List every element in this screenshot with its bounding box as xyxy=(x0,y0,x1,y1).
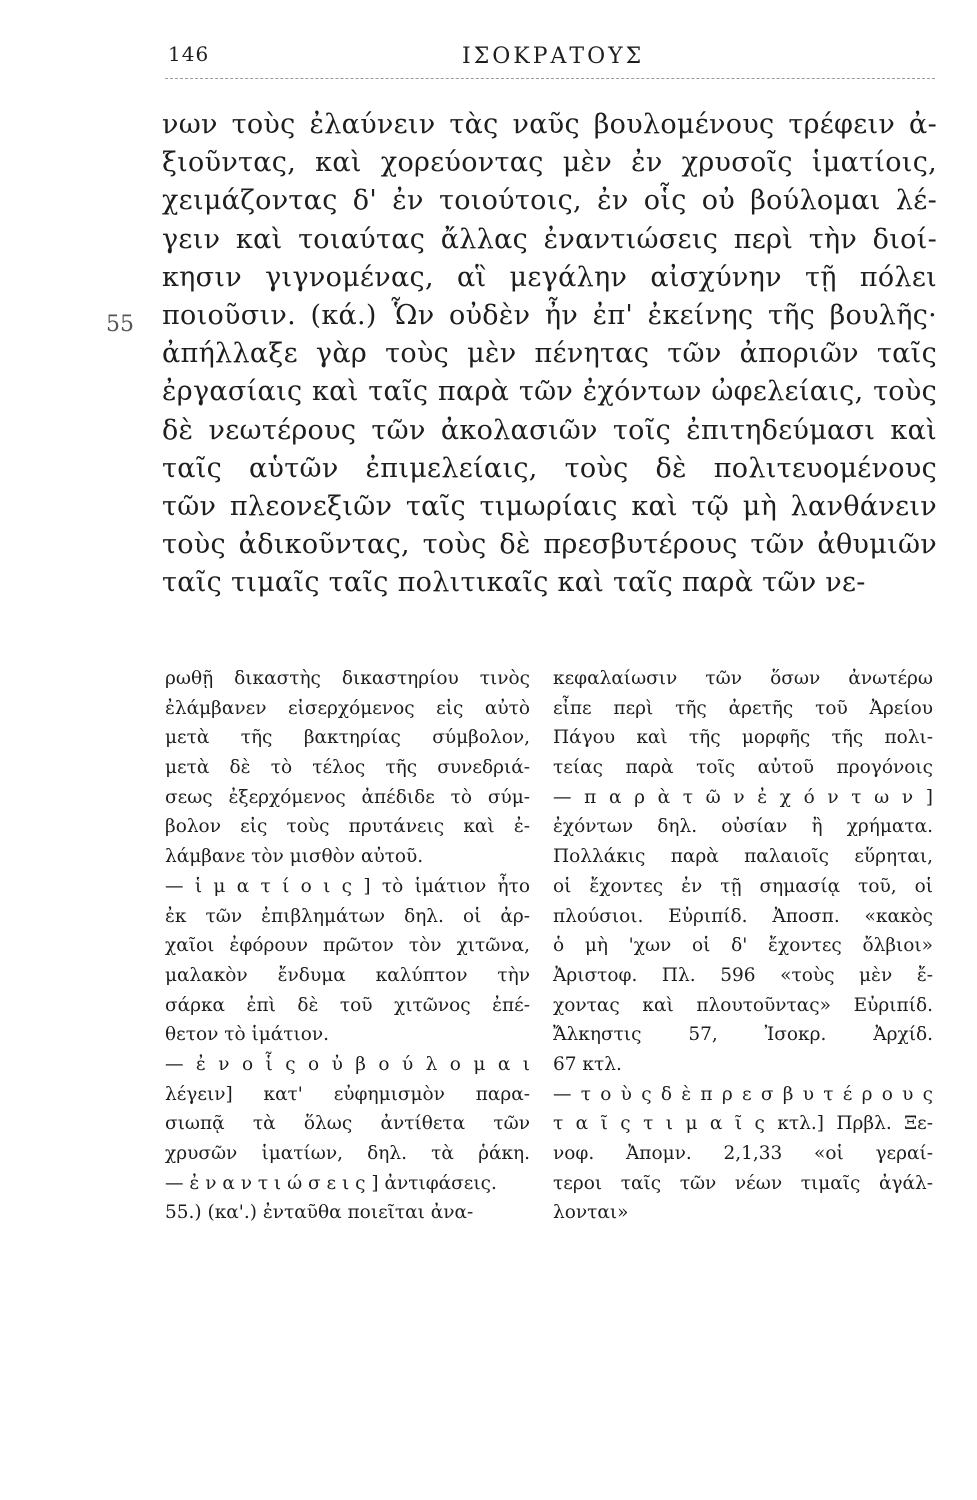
footnote-line: θετον τὸ ἱμάτιον. xyxy=(165,1024,329,1046)
footnote-line: τεροι ταῖς τῶν νέων τιμαῖς ἀγάλ- xyxy=(553,1172,933,1194)
footnote-line: τ α ῖ ς τ ι μ α ῖ ς κτλ.] Πρβλ. Ξε- xyxy=(553,1113,933,1135)
main-text-line: ταῖς τιμαῖς ταῖς πολιτικαῖς καὶ ταῖς παρὰ τῶν νε- xyxy=(162,567,866,599)
main-text-line: χειμάζοντας δ' ἐν τοιούτοις, ἐν οἷς οὐ βούλομαι λέ- xyxy=(162,185,937,217)
main-text-line: ποιοῦσιν. (κά.) Ὧν οὐδὲν ἦν ἐπ' ἐκείνης τῆς βουλῆς· xyxy=(162,299,937,331)
footnote-line: λονται» xyxy=(553,1202,629,1224)
footnote-line: σάρκα ἐπὶ δὲ τοῦ χιτῶνος ἐπέ- xyxy=(165,994,530,1016)
main-text-line: τῶν πλεονεξιῶν ταῖς τιμωρίαις καὶ τῷ μὴ λανθάνειν xyxy=(162,490,937,522)
main-text-line: ἀπήλλαξε γὰρ τοὺς μὲν πένητας τῶν ἀποριῶν ταῖς xyxy=(162,338,937,370)
footnote-line: μετὰ τῆς βακτηρίας σύμβολον, xyxy=(165,727,530,749)
footnote-line: — ἐ ν α ν τ ι ώ σ ε ι ς ] ἀντιφάσεις. xyxy=(165,1172,497,1194)
footnote-line: πλούσιοι. Εὐριπίδ. Ἀποσπ. «κακὸς xyxy=(553,905,933,927)
footnote-line: χαῖοι ἐφόρουν πρῶτον τὸν χιτῶνα, xyxy=(165,935,530,957)
footnote-line: Ἄλκηστις 57, Ἰσοκρ. Ἀρχίδ. xyxy=(553,1024,933,1046)
footnote-line: 67 κτλ. xyxy=(553,1053,622,1075)
footnote-line: λάμβανε τὸν μισθὸν αὐτοῦ. xyxy=(165,846,424,868)
footnote-line: — ἐ ν ο ἷ ς ο ὐ β ο ύ λ ο μ α ι xyxy=(165,1053,530,1075)
footnotes-left-column xyxy=(165,664,530,1228)
footnote-line: σιωπᾷ τὰ ὅλως ἀντίθετα τῶν xyxy=(165,1113,530,1135)
footnote-line: Πάγου καὶ τῆς μορφῆς τῆς πολι- xyxy=(553,727,933,749)
footnote-line: μαλακὸν ἔνδυμα καλύπτον τὴν xyxy=(165,964,530,986)
main-text-line: δὲ νεωτέρους τῶν ἀκολασιῶν τοῖς ἐπιτηδεύμασι καὶ xyxy=(162,414,937,446)
footnote-line: λέγειν] κατ' εὐφημισμὸν παρα- xyxy=(165,1083,530,1105)
header-rule xyxy=(165,78,935,79)
footnote-line: βολον εἰς τοὺς πρυτάνεις καὶ ἐ- xyxy=(165,816,530,838)
main-text-line: ταῖς αὑτῶν ἐπιμελείαις, τοὺς δὲ πολιτευομένους xyxy=(162,452,937,484)
footnotes-right-column xyxy=(553,664,933,1228)
page-header xyxy=(0,38,977,78)
footnote-line: ρωθῇ δικαστὴς δικαστηρίου τινὸς xyxy=(165,668,530,689)
main-text-line: ἐργασίαις καὶ ταῖς παρὰ τῶν ἐχόντων ὠφελείαις, τοὺς xyxy=(162,376,937,408)
footnote-line: οἱ ἔχοντες ἐν τῇ σημασίᾳ τοῦ, οἱ xyxy=(553,875,933,897)
footnote-line: — ἱ μ α τ ί ο ι ς ] τὸ ἱμάτιον ἦτο xyxy=(165,875,530,897)
main-text-line: γειν καὶ τοιαύτας ἄλλας ἐναντιώσεις περὶ τὴν διοί- xyxy=(162,223,937,255)
footnote-line: εἶπε περὶ τῆς ἀρετῆς τοῦ Ἀρείου xyxy=(553,697,933,719)
footnote-line: ὁ μὴ 'χων οἱ δ' ἔχοντες ὄλβιοι» xyxy=(553,935,933,957)
main-text-line: νων τοὺς ἐλαύνειν τὰς ναῦς βουλομένους τρέφειν ἀ- xyxy=(162,109,937,140)
footnote-line: — π α ρ ὰ τ ῶ ν ἐ χ ό ν τ ω ν ] xyxy=(553,786,933,808)
page-number: 146 xyxy=(168,42,210,66)
footnote-line: — τ ο ὺ ς δ ὲ π ρ ε σ β υ τ έ ρ ο υ ς xyxy=(553,1083,933,1105)
footnote-line: ἐχόντων δηλ. οὐσίαν ἢ χρήματα. xyxy=(553,816,933,838)
footnote-line: κεφαλαίωσιν τῶν ὅσων ἀνωτέρω xyxy=(553,668,933,689)
footnote-line: 55.) (κα'.) ἐνταῦθα ποιεῖται ἀνα- xyxy=(165,1202,474,1224)
footnote-line: σεως ἐξερχόμενος ἀπέδιδε τὸ σύμ- xyxy=(165,786,530,808)
footnote-line: μετὰ δὲ τὸ τέλος τῆς συνεδριά- xyxy=(165,757,530,779)
footnote-line: τείας παρὰ τοῖς αὐτοῦ προγόνοις xyxy=(553,757,933,779)
running-title: ΙΣΟΚΡΑΤΟΥΣ xyxy=(462,44,645,69)
main-text-block xyxy=(162,106,937,602)
footnote-line: Πολλάκις παρὰ παλαιοῖς εὕρηται, xyxy=(553,846,933,868)
main-text-line: κησιν γιγνομένας, αἳ μεγάλην αἰσχύνην τῇ πόλει xyxy=(162,261,937,293)
footnote-line: χρυσῶν ἱματίων, δηλ. τὰ ῥάκη. xyxy=(165,1143,530,1164)
main-text-line: ξιοῦντας, καὶ χορεύοντας μὲν ἐν χρυσοῖς ἱματίοις, xyxy=(162,147,937,179)
footnote-line: Ἀριστοφ. Πλ. 596 «τοὺς μὲν ἔ- xyxy=(553,964,933,986)
main-text-line: τοὺς ἀδικοῦντας, τοὺς δὲ πρεσβυτέρους τῶν ἀθυμιῶν xyxy=(162,529,937,561)
margin-line-number: 55 xyxy=(106,312,134,337)
footnote-line: ἐκ τῶν ἐπιβλημάτων δηλ. οἱ ἀρ- xyxy=(165,905,530,927)
footnote-line: νοφ. Ἀπομν. 2,1,33 «οἱ γεραί- xyxy=(553,1143,933,1164)
footnote-line: χοντας καὶ πλουτοῦντας» Εὐριπίδ. xyxy=(553,994,933,1016)
footnote-line: ἐλάμβανεν εἰσερχόμενος εἰς αὐτὸ xyxy=(165,697,530,719)
